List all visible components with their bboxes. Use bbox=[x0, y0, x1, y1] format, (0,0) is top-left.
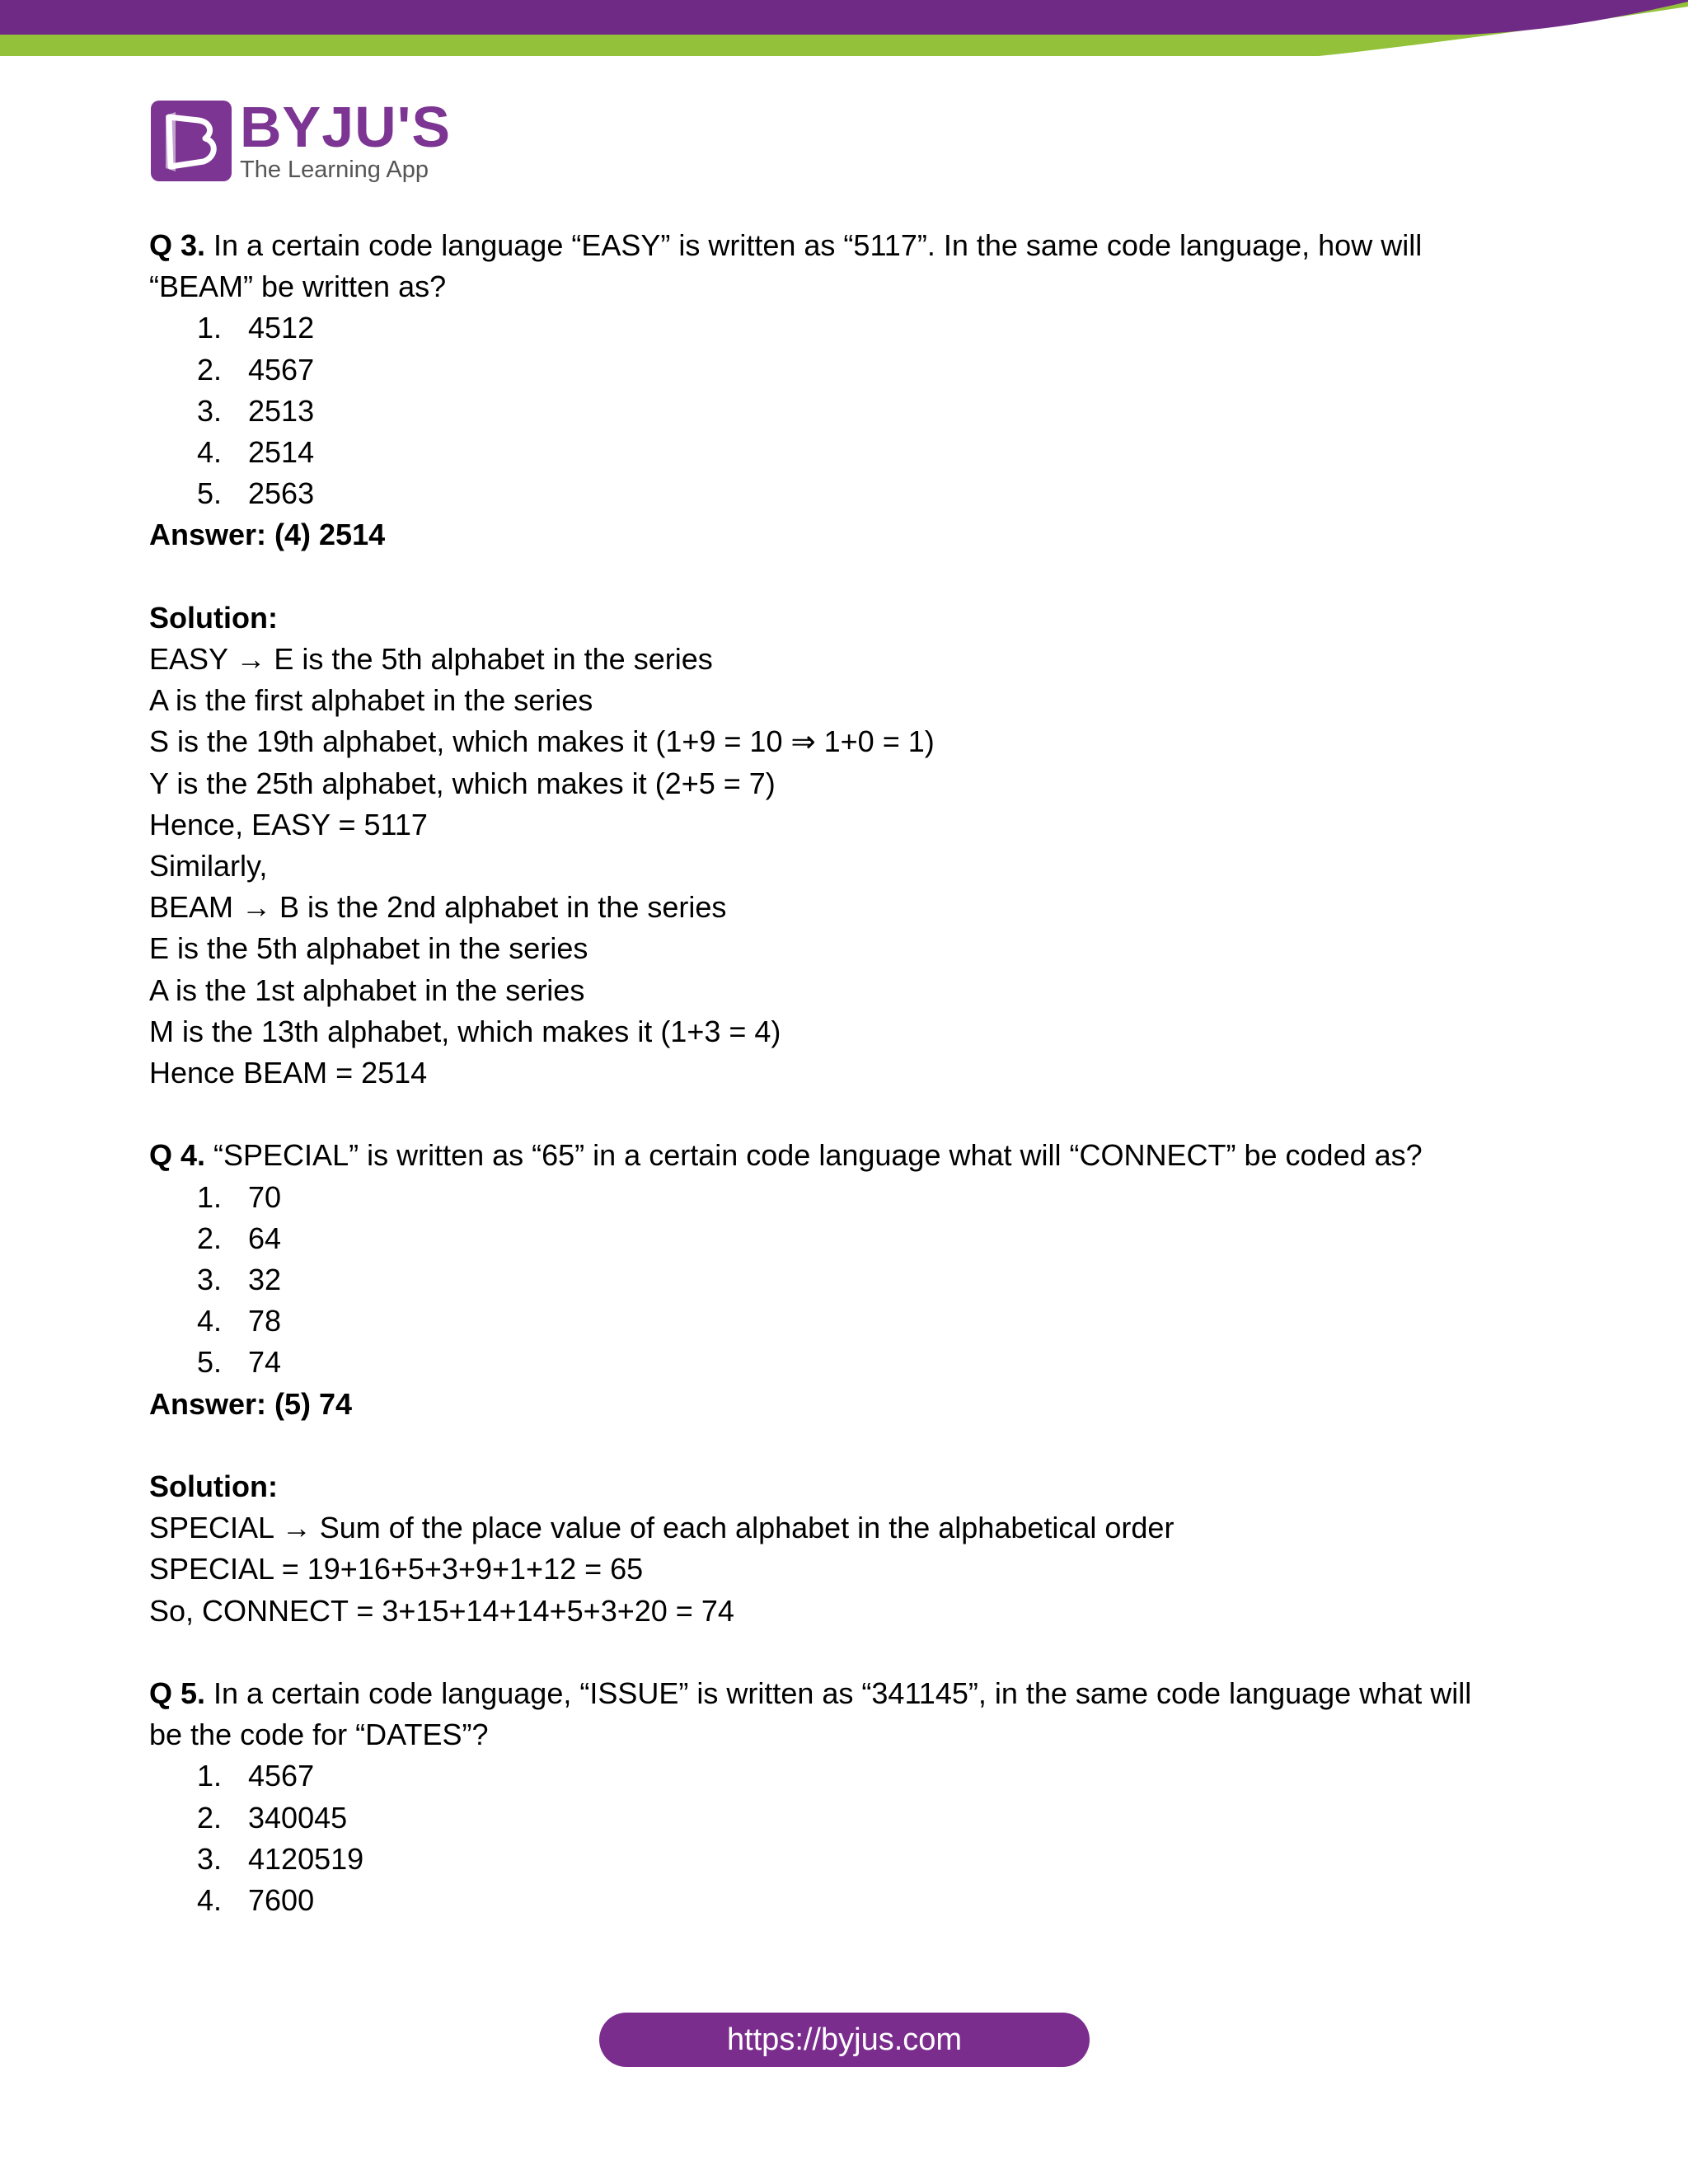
top-decorative-band bbox=[0, 0, 1688, 62]
solution-line: EASY → E is the 5th alphabet in the series bbox=[149, 642, 713, 677]
option-text: 2513 bbox=[248, 393, 315, 428]
solution-line: SPECIAL → Sum of the place value of each alphabet in the alphabetical order bbox=[149, 1511, 1175, 1545]
answer-line: Answer: (5) 74 bbox=[149, 1386, 353, 1421]
option-item bbox=[149, 432, 1534, 473]
solution-line: Similarly, bbox=[149, 849, 268, 883]
logo-tagline: The Learning App bbox=[240, 157, 429, 183]
option-number: 4. bbox=[197, 1883, 223, 1918]
option-item bbox=[149, 1301, 1534, 1342]
option-number: 2. bbox=[197, 352, 223, 387]
option-text: 340045 bbox=[248, 1800, 348, 1835]
option-text: 4512 bbox=[248, 311, 315, 345]
option-text: 4567 bbox=[248, 1759, 315, 1793]
option-text: 7600 bbox=[248, 1883, 315, 1918]
option-item bbox=[149, 1259, 1534, 1301]
option-text: 32 bbox=[248, 1263, 282, 1297]
question-text-line: “SPECIAL” is written as “65” in a certain code language what will “CONNECT” be coded as? bbox=[205, 1138, 1423, 1173]
option-number: 4. bbox=[197, 1304, 223, 1338]
option-text: 2514 bbox=[248, 435, 315, 470]
question-label: Q 3. bbox=[149, 228, 206, 262]
option-text: 64 bbox=[248, 1221, 282, 1255]
option-number: 3. bbox=[197, 1841, 223, 1876]
option-text: 4120519 bbox=[248, 1841, 364, 1876]
solution-line: Hence BEAM = 2514 bbox=[149, 1056, 428, 1090]
answer-line: Answer: (4) 2514 bbox=[149, 518, 386, 552]
option-text: 4567 bbox=[248, 352, 315, 387]
question-label: Q 5. bbox=[149, 1676, 206, 1711]
document-body bbox=[149, 225, 1534, 1921]
option-item bbox=[149, 391, 1534, 432]
option-item bbox=[149, 349, 1534, 391]
option-number: 2. bbox=[197, 1221, 223, 1255]
option-item bbox=[149, 1218, 1534, 1259]
question-block bbox=[149, 225, 1534, 1094]
solution-line: BEAM → B is the 2nd alphabet in the series bbox=[149, 890, 727, 925]
byjus-logo-mark-icon bbox=[151, 101, 232, 181]
solution-line: A is the first alphabet in the series bbox=[149, 683, 593, 718]
option-item bbox=[149, 1342, 1534, 1383]
option-item bbox=[149, 1755, 1534, 1797]
question-text-line: “BEAM” be written as? bbox=[149, 269, 447, 304]
logo-wordmark: BYJU'S bbox=[240, 95, 452, 159]
option-number: 3. bbox=[197, 393, 223, 428]
option-item bbox=[149, 1797, 1534, 1839]
option-item bbox=[149, 1839, 1534, 1880]
footer-url-link[interactable]: https://byjus.com bbox=[599, 2013, 1090, 2067]
question-block bbox=[149, 1673, 1534, 1921]
solution-line: S is the 19th alphabet, which makes it (1+9 = 10 ⇒ 1+0 = 1) bbox=[149, 724, 935, 759]
solution-line: A is the 1st alphabet in the series bbox=[149, 972, 585, 1007]
question-text-line: In a certain code language “EASY” is written as “5117”. In the same code language, how will bbox=[205, 228, 1423, 262]
question-text bbox=[149, 225, 1534, 266]
solution-heading: Solution: bbox=[149, 600, 278, 635]
question-text-line: be the code for “DATES”? bbox=[149, 1718, 489, 1752]
solution-line: M is the 13th alphabet, which makes it (1+3 = 4) bbox=[149, 1014, 781, 1048]
solution-heading: Solution: bbox=[149, 1469, 278, 1504]
question-text bbox=[149, 1673, 1534, 1714]
solution-line: SPECIAL = 19+16+5+3+9+1+12 = 65 bbox=[149, 1552, 644, 1586]
option-number: 1. bbox=[197, 311, 223, 345]
option-item bbox=[149, 307, 1534, 349]
byjus-logo bbox=[151, 95, 452, 191]
option-number: 5. bbox=[197, 476, 223, 511]
solution-line: Hence, EASY = 5117 bbox=[149, 807, 428, 841]
option-text: 70 bbox=[248, 1179, 282, 1214]
option-item bbox=[149, 1880, 1534, 1921]
option-list bbox=[149, 1177, 1534, 1384]
option-item bbox=[149, 473, 1534, 514]
option-number: 4. bbox=[197, 435, 223, 470]
solution-line: So, CONNECT = 3+15+14+14+5+3+20 = 74 bbox=[149, 1593, 734, 1628]
option-text: 74 bbox=[248, 1345, 282, 1380]
option-number: 5. bbox=[197, 1345, 223, 1380]
option-number: 1. bbox=[197, 1179, 223, 1214]
question-label: Q 4. bbox=[149, 1138, 206, 1173]
solution-line: Y is the 25th alphabet, which makes it (2+5 = 7) bbox=[149, 766, 776, 800]
option-number: 2. bbox=[197, 1800, 223, 1835]
option-text: 2563 bbox=[248, 476, 315, 511]
option-number: 1. bbox=[197, 1759, 223, 1793]
question-block bbox=[149, 1135, 1534, 1631]
solution-line: E is the 5th alphabet in the series bbox=[149, 931, 588, 966]
option-item bbox=[149, 1177, 1534, 1218]
question-text-line: In a certain code language, “ISSUE” is written as “341145”, in the same code language what will bbox=[205, 1676, 1472, 1711]
option-list bbox=[149, 1755, 1534, 1921]
option-list bbox=[149, 307, 1534, 514]
option-number: 3. bbox=[197, 1263, 223, 1297]
question-text bbox=[149, 1135, 1534, 1176]
option-text: 78 bbox=[248, 1304, 282, 1338]
